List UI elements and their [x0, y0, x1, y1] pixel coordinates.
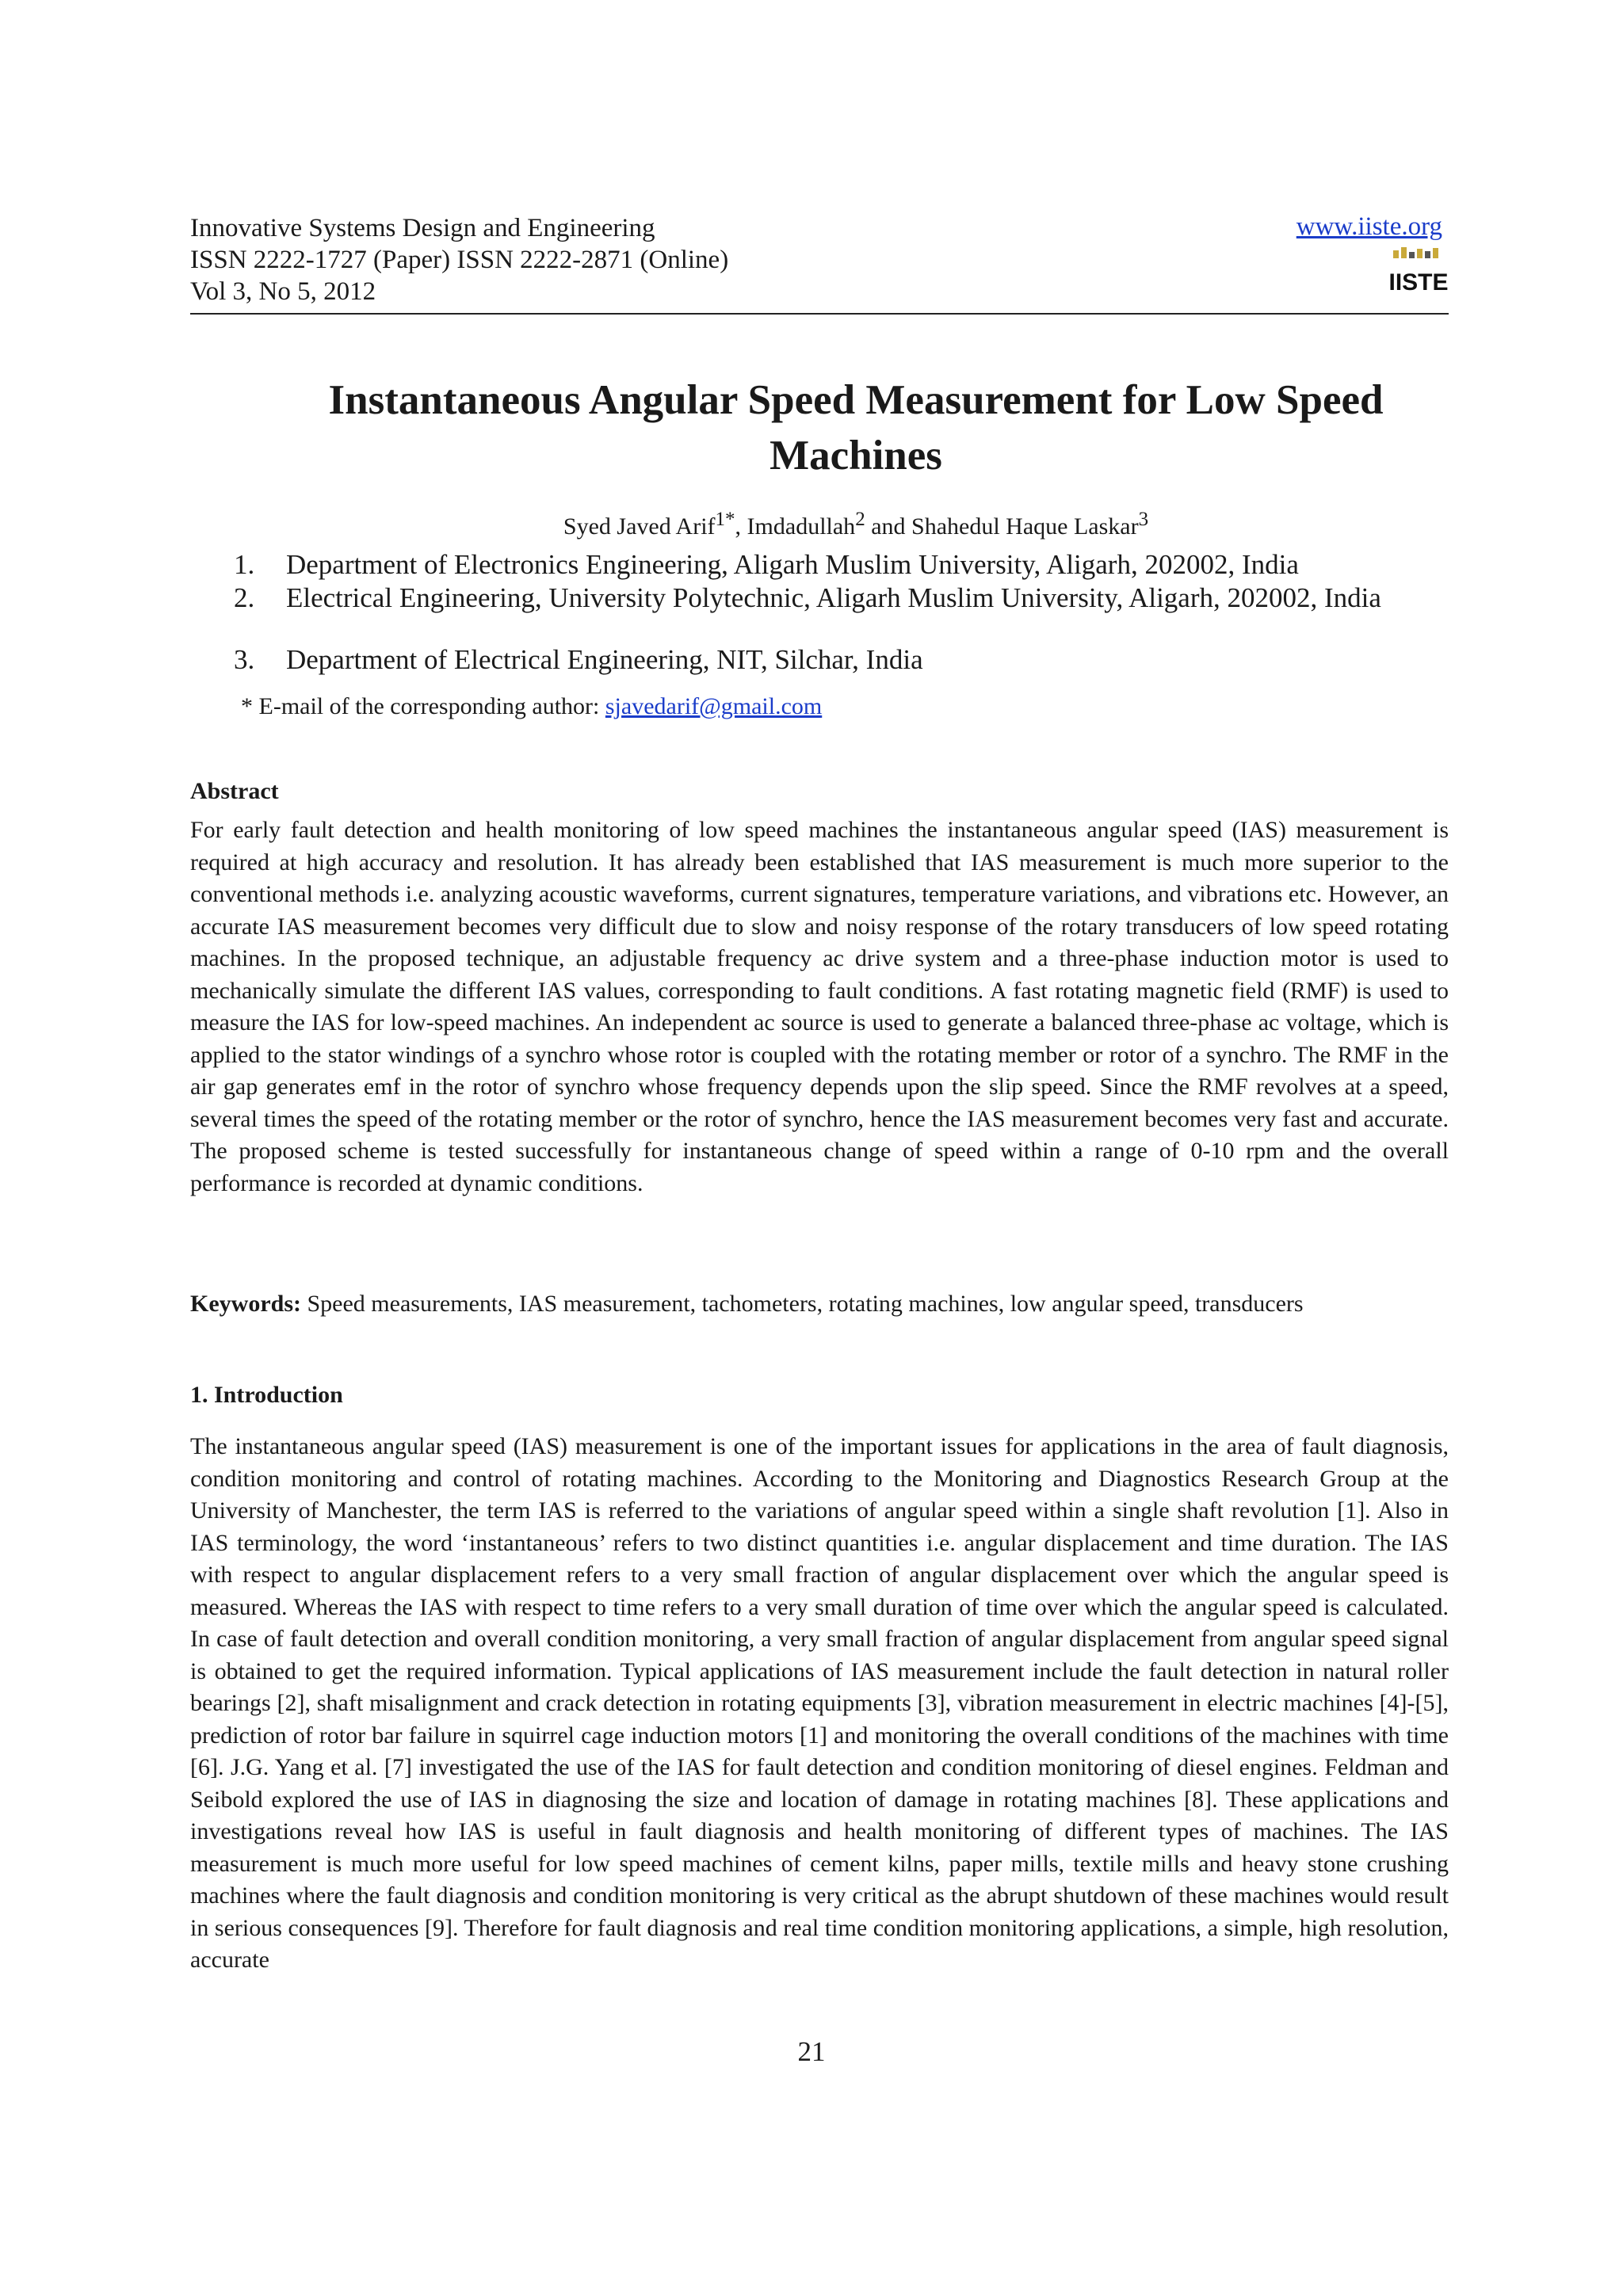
- affiliation-number: 2.: [234, 582, 255, 613]
- email-link[interactable]: sjavedarif@gmail.com: [605, 693, 823, 719]
- website-link[interactable]: www.iiste.org: [1296, 212, 1442, 241]
- author-line: [238, 504, 1474, 543]
- author-superscript: 2: [855, 509, 865, 530]
- abstract-heading: Abstract: [190, 778, 279, 804]
- header-rule: [190, 313, 1449, 315]
- journal-name: Innovative Systems Design and Engineering: [190, 214, 655, 242]
- affiliation-item: [234, 582, 1381, 615]
- keywords-label: Keywords:: [190, 1291, 301, 1317]
- author-name: and Shahedul Haque Laskar: [865, 513, 1139, 540]
- keywords-text: Speed measurements, IAS measurement, tachometers, rotating machines, low angular speed, transducers: [300, 1291, 1304, 1317]
- introduction-heading: 1. Introduction: [190, 1382, 343, 1408]
- affiliation-item: [234, 548, 1299, 582]
- logo-bars-icon: [1393, 247, 1438, 258]
- author-superscript: 1*: [715, 509, 735, 530]
- paper-title: Instantaneous Angular Speed Measurement for Low Speed Machines: [328, 377, 1384, 479]
- issn-line: ISSN 2222-1727 (Paper) ISSN 2222-2871 (Online): [190, 246, 729, 274]
- affiliation-text: Department of Electronics Engineering, Aligarh Muslim University, Aligarh, 202002, India: [286, 549, 1299, 580]
- affiliation-item: [234, 643, 923, 677]
- volume-line: Vol 3, No 5, 2012: [190, 277, 376, 306]
- email-label: * E-mail of the corresponding author:: [241, 693, 605, 719]
- affiliation-text: Department of Electrical Engineering, NIT, Silchar, India: [286, 644, 923, 675]
- keywords-line: [190, 1288, 1458, 1320]
- abstract-text: For early fault detection and health monitoring of low speed machines the instantaneous angular speed (IAS) measurement is required at high accuracy and resolution. It has already been established that IAS measurement is much more superior to the conventional methods i.e. analyzing acoustic waveforms, current signatures, temperature variations, and vibrations etc. However, an accurate IAS measurement becomes very difficult due to slow and noisy response of the rotary transducers of low speed rotating machines. In the proposed technique, an adjustable frequency ac drive system and a three-phase induction motor is used to mechanically simulate the different IAS values, corresponding to fault conditions. A fast rotating magnetic field (RMF) is used to measure the IAS for low-speed machines. An independent ac source is used to generate a balanced three-phase ac voltage, which is applied to the stator windings of a synchro whose rotor is coupled with the rotating member or rotor of a synchro. The RMF in the air gap generates emf in the rotor of synchro whose frequency depends upon the slip speed. Since the RMF revolves at a speed, several times the speed of the rotating member or the rotor of synchro, hence the IAS measurement becomes very fast and accurate. The proposed scheme is tested successfully for instantaneous change of speed within a range of 0-10 rpm and the overall performance is recorded at dynamic conditions.: [190, 817, 1449, 1196]
- author-name: , Imdadullah: [735, 513, 856, 540]
- corresponding-email: [241, 691, 822, 723]
- author-name: Syed Javed Arif: [563, 513, 716, 540]
- page-number: 21: [797, 2036, 826, 2067]
- author-superscript: 3: [1138, 509, 1149, 530]
- affiliation-text: Electrical Engineering, University Polytechnic, Aligarh Muslim University, Aligarh, 202002, India: [286, 582, 1381, 613]
- introduction-text: The instantaneous angular speed (IAS) measurement is one of the important issues for applications in the area of fault diagnosis, condition monitoring and control of rotating machines. According to the Monitoring and Diagnostics Research Group at the University of Manchester, the term IAS is referred to the variations of angular speed within a single shaft revolution [1]. Also in IAS terminology, the word ‘instantaneous’ refers to two distinct quantities i.e. angular displacement and time duration. The IAS with respect to angular displacement refers to a very small fraction of angular displacement over which the angular speed is measured. Whereas the IAS with respect to time refers to a very small duration of time over which the angular speed is calculated. In case of fault detection and overall condition monitoring, a very small fraction of angular displacement from angular speed signal is obtained to get the required information. Typical applications of IAS measurement include the fault detection in natural roller bearings [2], shaft misalignment and crack detection in rotating equipments [3], vibration measurement in electric machines [4]-[5], prediction of rotor bar failure in squirrel cage induction motors [1] and monitoring the overall conditions of the machines with time [6]. J.G. Yang et al. [7] investigated the use of the IAS for fault detection and condition monitoring of diesel engines. Feldman and Seibold explored the use of IAS in diagnosing the size and location of damage in rotating machines [8]. These applications and investigations reveal how IAS is useful in fault diagnosis and health monitoring of different types of machines. The IAS measurement is much more useful for low speed machines of cement kilns, paper mills, textile mills and heavy stone crushing machines where the fault diagnosis and condition monitoring is very critical as the abrupt shutdown of these machines would result in serious consequences [9]. Therefore for fault diagnosis and real time condition monitoring applications, a simple, high resolution, accurate: [190, 1433, 1449, 1973]
- iiste-logo: [1388, 246, 1449, 295]
- logo-text: IISTE: [1388, 269, 1449, 295]
- affiliation-number: 1.: [234, 549, 255, 580]
- affiliation-number: 3.: [234, 644, 255, 675]
